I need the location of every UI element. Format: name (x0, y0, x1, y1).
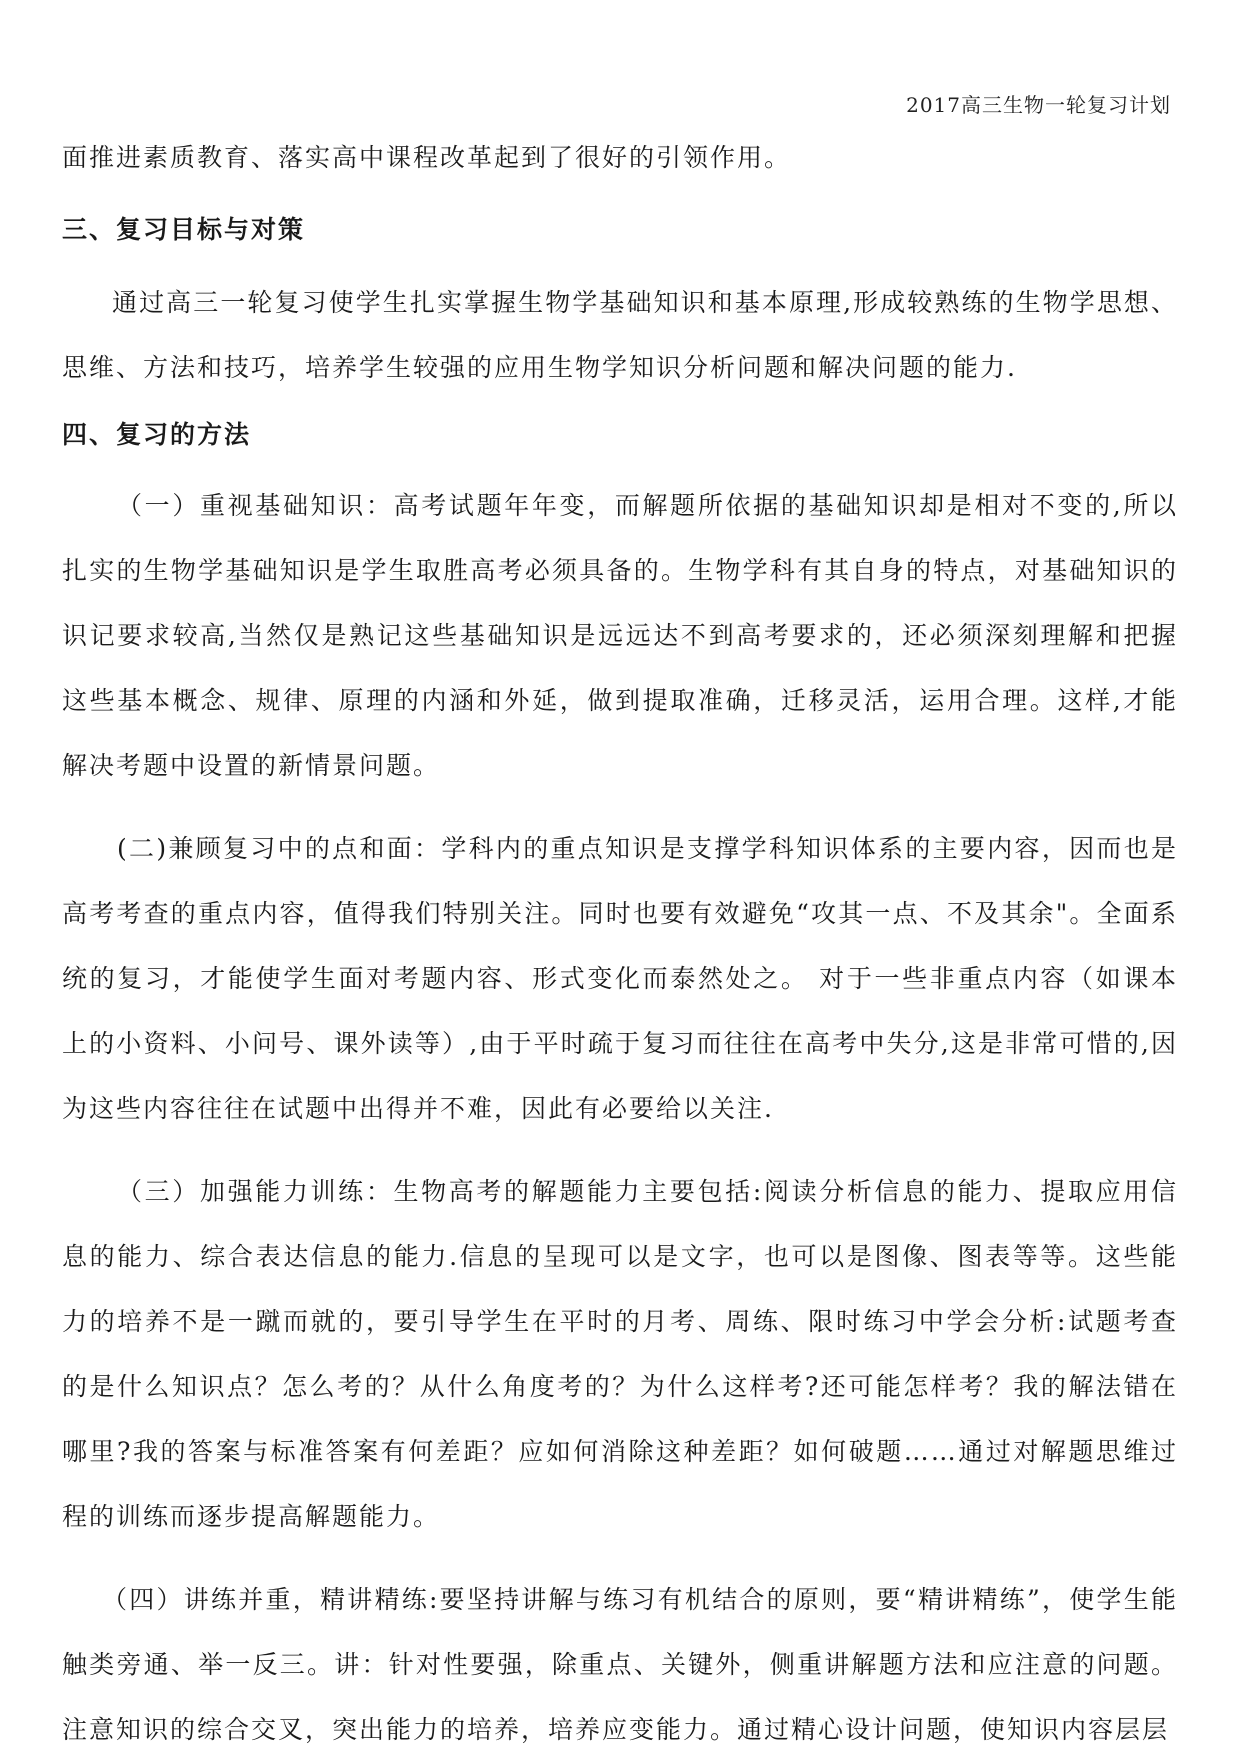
page-header-title: 2017高三生物一轮复习计划 (906, 93, 1171, 117)
method-paragraph-3: （三）加强能力训练：生物高考的解题能力主要包括:阅读分析信息的能力、提取应用信息的能力、综合表达信息的能力.信息的呈现可以是文字，也可以是图像、图表等等。这些能力的培养不是一蹴而就的，要引导学生在平时的月考、周练、限时练习中学会分析:试题考查的是什么知识点？怎么考的？从什么角度考的？为什么这样考?还可能怎样考？我的解法错在哪里?我的答案与标准答案有何差距？应如何消除这种差距？如何破题……通过对解题思维过程的训练而逐步提高解题能力。 (62, 1177, 1178, 1531)
goals-paragraph: 通过高三一轮复习使学生扎实掌握生物学基础知识和基本原理,形成较熟练的生物学思想、思维、方法和技巧，培养学生较强的应用生物学知识分析问题和解决问题的能力. (62, 288, 1178, 382)
method-paragraph-1: （一）重视基础知识：高考试题年年变，而解题所依据的基础知识却是相对不变的,所以扎实的生物学基础知识是学生取胜高考必须具备的。生物学科有其自身的特点，对基础知识的识记要求较高,当然仅是熟记这些基础知识是远远达不到高考要求的，还必须深刻理解和把握这些基本概念、规律、原理的内涵和外延，做到提取准确，迁移灵活，运用合理。这样,才能解决考题中设置的新情景问题。 (62, 491, 1178, 780)
section-heading-methods: 四、复习的方法 (62, 420, 252, 449)
lead-paragraph: 面推进素质教育、落实高中课程改革起到了很好的引领作用。 (62, 143, 792, 172)
section-heading-goals: 三、复习目标与对策 (62, 215, 306, 244)
document-body (62, 125, 1178, 1754)
method-paragraph-2: (二)兼顾复习中的点和面：学科内的重点知识是支撑学科知识体系的主要内容，因而也是高考考查的重点内容，值得我们特别关注。同时也要有效避免“攻其一点、不及其余"。全面系统的复习，才能使学生面对考题内容、形式变化而泰然处之。 对于一些非重点内容（如课本上的小资料、小问号、课外读等）,由于平时疏于复习而往往在高考中失分,这是非常可惜的,因为这些内容往往在试题中出得并不难，因此有必要给以关注. (62, 834, 1178, 1123)
method-paragraph-4: （四）讲练并重，精讲精练:要坚持讲解与练习有机结合的原则，要“精讲精练”，使学生能触类旁通、举一反三。讲：针对性要强，除重点、关键外，侧重讲解题方法和应注意的问题。注意知识的综合交叉，突出能力的培养，培养应变能力。通过精心设计问题，使知识内容层层 (62, 1585, 1178, 1744)
